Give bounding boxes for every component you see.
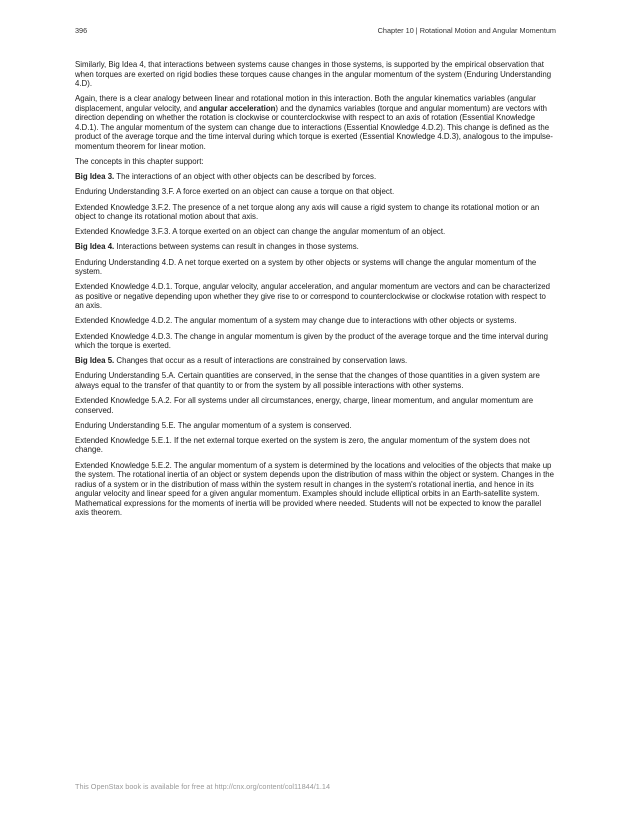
enduring-understanding-5a: Enduring Understanding 5.A. Certain quantities are conserved, in the sense that the changes of those quantities in a given system are always equal to the transfer of that quantity to or from the system by all possible interactions with other systems.: [75, 371, 540, 390]
big-idea-3: [75, 172, 555, 182]
analogy-text-start: Again, there is a clear analogy between linear and rotational motion in this interaction. Both the angular kinematics variables (angular displacement, angular velocity, and: [75, 94, 536, 113]
page-body: [75, 60, 555, 523]
big-idea-5: [75, 356, 555, 366]
extended-knowledge-5e2: Extended Knowledge 5.E.2. The angular momentum of a system is determined by the locations and velocities of the objects that make up the system. The rotational inertia of an object or system depends upon the distribution of mass within the object or system. Changes in the radius of a system or in the distribution of mass within the system result in changes in the system's rotational inertia, and hence in its angular velocity and linear speed for a given angular momentum. Examples should include elliptical orbits in an Earth-satellite system. Mathematical expressions for the moments of inertia will be provided where needed. Students will not be expected to know the parallel axis theorem.: [75, 460, 555, 518]
angular-acceleration-term: angular acceleration: [199, 103, 276, 113]
extended-knowledge-4d3: Extended Knowledge 4.D.3. The change in angular momentum is given by the product of the average torque and the time interval during which the torque is exerted.: [75, 331, 548, 351]
extended-knowledge-5a2: Extended Knowledge 5.A.2. For all systems under all circumstances, energy, charge, linear momentum, and angular momentum are conserved.: [75, 396, 534, 415]
enduring-understanding-3f: Enduring Understanding 3.F. A force exerted on an object can cause a torque on that object.: [75, 187, 395, 197]
big-idea-3-text: The interactions of an object with other objects can be described by forces.: [114, 172, 377, 182]
enduring-understanding-5e: Enduring Understanding 5.E. The angular momentum of a system is conserved.: [75, 420, 352, 430]
paragraph-intro-big-idea-4: Similarly, Big Idea 4, that interactions between systems cause changes in those systems, is supported by the empirical observation that when torques are exerted on rigid bodies these torques cause changes in the angular momentum of the system (Enduring Understanding 4.D).: [75, 60, 552, 89]
extended-knowledge-4d2: Extended Knowledge 4.D.2. The angular momentum of a system may change due to interactions with other objects or systems.: [75, 316, 517, 326]
paragraph-analogy: [75, 94, 555, 151]
big-idea-4-label: Big Idea 4.: [75, 242, 115, 252]
page-header: [75, 26, 556, 36]
big-idea-4: [75, 242, 555, 252]
big-idea-5-label: Big Idea 5.: [75, 356, 115, 366]
page-number: 396: [75, 26, 88, 35]
big-idea-3-label: Big Idea 3.: [75, 172, 115, 182]
paragraph-concepts-intro: The concepts in this chapter support:: [75, 157, 204, 167]
big-idea-4-text: Interactions between systems can result in changes in those systems.: [114, 242, 359, 252]
extended-knowledge-4d1: Extended Knowledge 4.D.1. Torque, angular velocity, angular acceleration, and angular momentum are vectors and can be characterized as positive or negative depending upon whether they give rise to or correspond to counterclockwise or clockwise rotation with respect to an axis.: [75, 282, 550, 311]
page-footer: This OpenStax book is available for free at http://cnx.org/content/col11844/1.14: [75, 782, 331, 791]
extended-knowledge-3f2: Extended Knowledge 3.F.2. The presence of a net torque along any axis will cause a rigid system to change its rotational motion or an object to change its rotational motion about that axis.: [75, 202, 540, 222]
chapter-title: Chapter 10 | Rotational Motion and Angular Momentum: [377, 26, 556, 35]
enduring-understanding-4d: Enduring Understanding 4.D. A net torque exerted on a system by other objects or systems will change the angular momentum of the system.: [75, 257, 537, 277]
extended-knowledge-3f3: Extended Knowledge 3.F.3. A torque exerted on an object can change the angular momentum of an object.: [75, 227, 446, 237]
extended-knowledge-5e1: Extended Knowledge 5.E.1. If the net external torque exerted on the system is zero, the angular momentum of the system does not change.: [75, 435, 530, 455]
big-idea-5-text: Changes that occur as a result of interactions are constrained by conservation laws.: [114, 356, 408, 366]
analogy-text-end: ) and the dynamics variables (torque and angular momentum) are vectors with direction depending on whether the rotation is clockwise or counterclockwise with respect to an axis of rotation (Essential Knowledge 4.D.1). The angular momentum of the system can change due to interactions (Essential Knowledge 4.D.2). This change is defined as the product of the average torque and the time interval during which torque is exerted (Essential Knowledge 4.D.3), analogous to the impulse-momentum theorem for linear motion.: [75, 103, 553, 151]
